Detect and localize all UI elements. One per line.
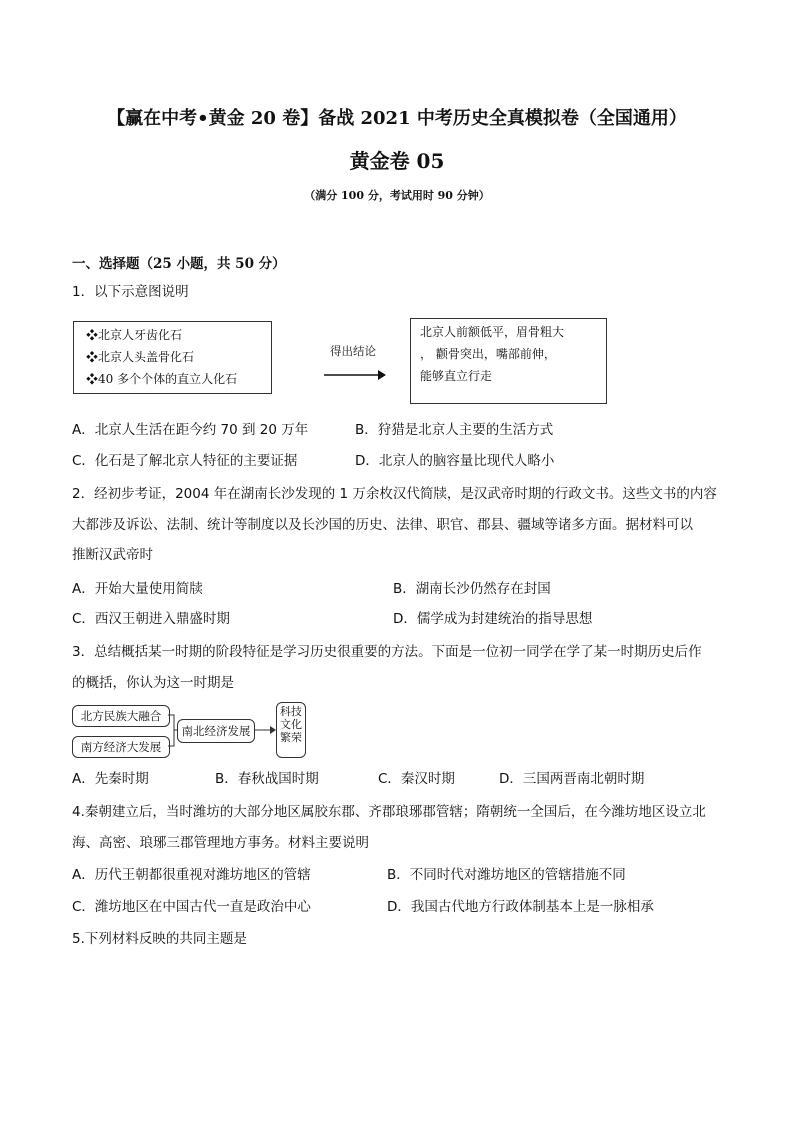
q3-box-south: 南方经济大发展 [72, 736, 170, 758]
q3-box-culture [276, 702, 306, 758]
q1-option-a: A．北京人生活在距今约 70 到 20 万年 [72, 422, 309, 438]
q3-culture-line: 繁荣 [280, 731, 302, 744]
section-heading: 一、选择题（25 小题，共 50 分） [72, 256, 286, 272]
q1-arrow [322, 368, 388, 382]
q3-box-north: 北方民族大融合 [72, 705, 170, 727]
q1-option-d: D．北京人的脑容量比现代人略小 [355, 453, 555, 469]
q1-conclusion-line: 北京人前额低平，眉骨粗大 [420, 325, 565, 339]
q4-stem-line: 4.秦朝建立后，当时潍坊的大部分地区属胶东郡、齐郡琅琊郡管辖；隋朝统一全国后，在今潍坊地区设立北 [72, 804, 706, 820]
paper-subtitle: 黄金卷 05 [349, 149, 445, 173]
q3-option-a: A．先秦时期 [72, 771, 149, 787]
q1-evidence-box [73, 321, 272, 394]
q1-conclusion-line: 能够直立行走 [420, 369, 493, 383]
q2-option-b: B．湖南长沙仍然存在封国 [393, 581, 551, 597]
q4-option-c: C．潍坊地区在中国古代一直是政治中心 [72, 899, 311, 915]
q3-stem-line: 3．总结概括某一时期的阶段特征是学习历史很重要的方法。下面是一位初一同学在学了某一时期历史后作 [72, 644, 702, 660]
q4-option-d: D．我国古代地方行政体制基本上是一脉相承 [387, 899, 654, 915]
q4-stem-line: 海、高密、琅琊三郡管理地方事务。材料主要说明 [72, 835, 369, 851]
exam-note: （满分 100 分，考试用时 90 分钟） [304, 189, 490, 202]
q2-option-c: C．西汉王朝进入鼎盛时期 [72, 611, 230, 627]
q3-connectors [166, 712, 278, 752]
q1-option-c: C．化石是了解北京人特征的主要证据 [72, 453, 298, 469]
q4-option-b: B．不同时代对潍坊地区的管辖措施不同 [387, 867, 626, 883]
q2-stem-line: 大都涉及诉讼、法制、统计等制度以及长沙国的历史、法律、职官、郡县、疆域等诸多方面。据材料可以 [72, 517, 693, 533]
q2-stem-line: 推断汉武帝时 [72, 547, 153, 563]
q1-evidence-item: ❖40 多个个体的直立人化石 [86, 372, 238, 386]
q2-option-a: A．开始大量使用简牍 [72, 581, 203, 597]
q1-conclusion-line: ， 颧骨突出，嘴部前伸， [420, 347, 556, 361]
q1-option-b: B．狩猎是北京人主要的生活方式 [355, 422, 554, 438]
q1-arrow-label: 得出结论 [330, 344, 376, 358]
q3-culture-line: 科技 [280, 705, 302, 718]
q4-option-a: A．历代王朝都很重视对潍坊地区的管辖 [72, 867, 311, 883]
q5-stem: 5.下列材料反映的共同主题是 [72, 931, 247, 947]
q3-option-c: C．秦汉时期 [378, 771, 455, 787]
exam-title: 【赢在中考•黄金 20 卷】备战 2021 中考历史全真模拟卷（全国通用） [107, 108, 687, 129]
q3-stem-line: 的概括，你认为这一时期是 [72, 675, 234, 691]
q1-conclusion-box [410, 318, 607, 404]
q1-evidence-item: ❖北京人牙齿化石 [86, 328, 183, 342]
q3-box-economy: 南北经济发展 [177, 719, 255, 743]
q3-culture-line: 文化 [280, 718, 302, 731]
q1-evidence-item: ❖北京人头盖骨化石 [86, 350, 195, 364]
q1-stem: 1．以下示意图说明 [72, 284, 189, 300]
q2-option-d: D．儒学成为封建统治的指导思想 [393, 611, 593, 627]
q3-option-b: B．春秋战国时期 [215, 771, 319, 787]
q3-option-d: D．三国两晋南北朝时期 [499, 771, 645, 787]
q2-stem-line: 2．经初步考证，2004 年在湖南长沙发现的 1 万余枚汉代简牍，是汉武帝时期的行政文书。这些文书的内容 [72, 486, 717, 502]
